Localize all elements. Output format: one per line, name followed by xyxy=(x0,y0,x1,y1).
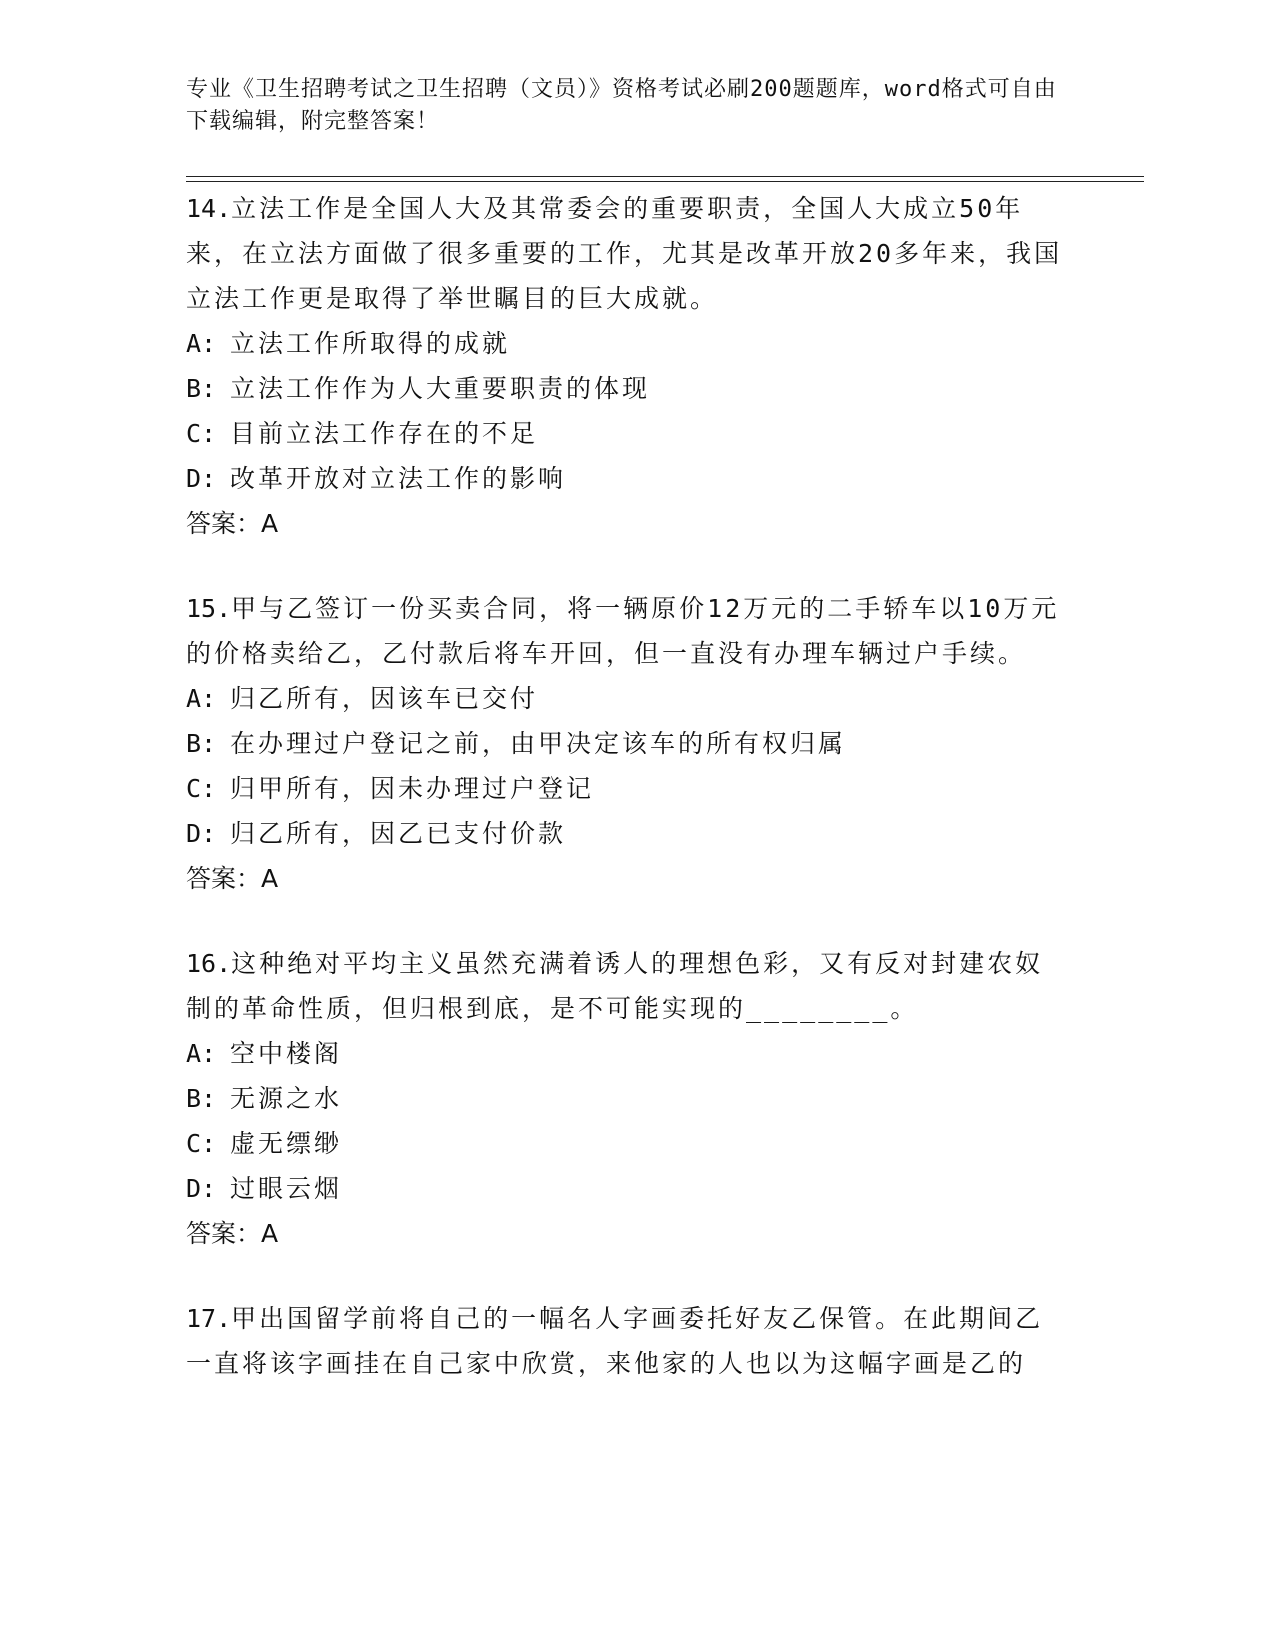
option-text: 立法工作所取得的成就 xyxy=(230,329,511,358)
document-header xyxy=(186,74,1066,138)
question-number: 15. xyxy=(186,594,232,623)
option-key: D: xyxy=(186,464,217,493)
option-d xyxy=(186,811,1066,856)
question-text: 立法工作是全国人大及其常委会的重要职责，全国人大成立50年来，在立法方面做了很多重要的工作，尤其是改革开放20多年来，我国立法工作更是取得了举世瞩目的巨大成就。 xyxy=(186,194,1063,313)
option-text: 归乙所有，因乙已支付价款 xyxy=(230,819,567,848)
option-b xyxy=(186,1076,1066,1121)
answer-line: 答案：A xyxy=(186,1219,279,1248)
option-text: 在办理过户登记之前，由甲决定该车的所有权归属 xyxy=(230,729,847,758)
option-b xyxy=(186,721,1066,766)
option-d xyxy=(186,1166,1066,1211)
question-15 xyxy=(186,586,1066,901)
question-14 xyxy=(186,186,1066,546)
question-number: 14. xyxy=(186,194,232,223)
question-text: 这种绝对平均主义虽然充满着诱人的理想色彩，又有反对封建农奴制的革命性质，但归根到底，是不可能实现的________。 xyxy=(186,949,1044,1023)
option-key: C: xyxy=(186,419,217,448)
document-title: 专业《卫生招聘考试之卫生招聘（文员）》资格考试必刷200题题库，word格式可自由下载编辑，附完整答案！ xyxy=(186,77,1057,134)
question-number: 17. xyxy=(186,1304,232,1333)
question-stem xyxy=(186,941,1066,1031)
question-text: 甲出国留学前将自己的一幅名人字画委托好友乙保管。在此期间乙一直将该字画挂在自己家中欣赏，来他家的人也以为这幅字画是乙的 xyxy=(186,1304,1044,1378)
option-c xyxy=(186,411,1066,456)
question-stem xyxy=(186,586,1066,676)
option-a xyxy=(186,321,1066,366)
option-a xyxy=(186,676,1066,721)
option-text: 无源之水 xyxy=(230,1084,343,1113)
option-key: A: xyxy=(186,684,217,713)
option-key: B: xyxy=(186,729,217,758)
answer-line: 答案：A xyxy=(186,864,279,893)
option-key: B: xyxy=(186,374,217,403)
option-key: D: xyxy=(186,819,217,848)
option-c xyxy=(186,1121,1066,1166)
header-divider-bottom xyxy=(186,181,1144,182)
question-16 xyxy=(186,941,1066,1256)
option-d xyxy=(186,456,1066,501)
option-text: 目前立法工作存在的不足 xyxy=(230,419,539,448)
option-key: A: xyxy=(186,329,217,358)
option-key: C: xyxy=(186,1129,217,1158)
option-text: 空中楼阁 xyxy=(230,1039,343,1068)
question-number: 16. xyxy=(186,949,232,978)
option-text: 立法工作作为人大重要职责的体现 xyxy=(230,374,651,403)
question-stem xyxy=(186,1296,1066,1386)
option-key: B: xyxy=(186,1084,217,1113)
option-key: A: xyxy=(186,1039,217,1068)
option-c xyxy=(186,766,1066,811)
question-stem xyxy=(186,186,1066,321)
header-divider-top xyxy=(186,176,1144,177)
option-key: C: xyxy=(186,774,217,803)
option-text: 归甲所有，因未办理过户登记 xyxy=(230,774,595,803)
option-text: 改革开放对立法工作的影响 xyxy=(230,464,567,493)
option-text: 过眼云烟 xyxy=(230,1174,343,1203)
question-list xyxy=(186,186,1066,1426)
question-text: 甲与乙签订一份买卖合同，将一辆原价12万元的二手轿车以10万元的价格卖给乙，乙付款后将车开回，但一直没有办理车辆过户手续。 xyxy=(186,594,1060,668)
option-b xyxy=(186,366,1066,411)
option-text: 虚无缥缈 xyxy=(230,1129,343,1158)
answer-line: 答案：A xyxy=(186,509,279,538)
option-key: D: xyxy=(186,1174,217,1203)
question-17 xyxy=(186,1296,1066,1386)
option-a xyxy=(186,1031,1066,1076)
option-text: 归乙所有，因该车已交付 xyxy=(230,684,539,713)
